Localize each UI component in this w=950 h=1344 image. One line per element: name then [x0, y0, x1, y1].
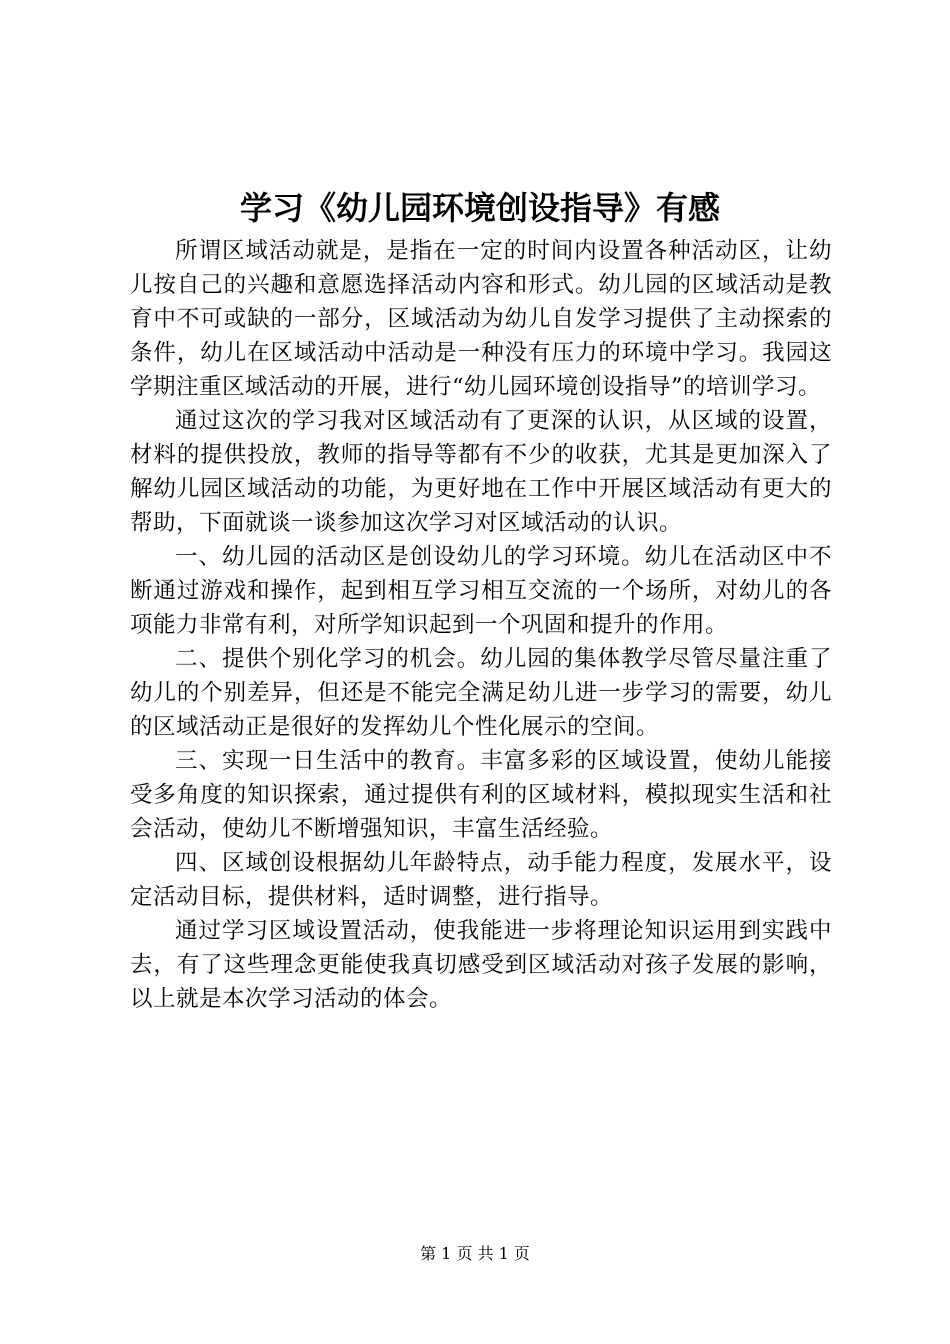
paragraph-point-three: 三、实现一日生活中的教育。丰富多彩的区域设置，使幼儿能接受多角度的知识探索，通过提供有利的区域材料，模拟现实生活和社会活动，使幼儿不断增强知识，丰富生活经验。 — [130, 748, 832, 842]
paragraph-point-four: 四、区域创设根据幼儿年龄特点，动手能力程度，发展水平，设定活动目标，提供材料，适时调整，进行指导。 — [130, 850, 832, 910]
paragraph-conclusion: 通过学习区域设置活动，使我能进一步将理论知识运用到实践中去，有了这些理念更能使我真切感受到区域活动对孩子发展的影响，以上就是本次学习活动的体会。 — [130, 918, 832, 1012]
paragraph-point-two: 二、提供个别化学习的机会。幼儿园的集体教学尽管尽量注重了幼儿的个别差异，但还是不能完全满足幼儿进一步学习的需要，幼儿的区域活动正是很好的发挥幼儿个性化展示的空间。 — [130, 646, 832, 740]
paragraph-learning: 通过这次的学习我对区域活动有了更深的认识，从区域的设置，材料的提供投放，教师的指导等都有不少的收获，尤其是更加深入了解幼儿园区域活动的功能，为更好地在工作中开展区域活动有更大的帮助，下面就谈一谈参加这次学习对区域活动的认识。 — [130, 408, 832, 536]
paragraph-intro: 所谓区域活动就是，是指在一定的时间内设置各种活动区，让幼儿按自己的兴趣和意愿选择活动内容和形式。幼儿园的区域活动是教育中不可或缺的一部分，区域活动为幼儿自发学习提供了主动探索的条件，幼儿在区域活动中活动是一种没有压力的环境中学习。我园这学期注重区域活动的开展，进行“幼儿园环境创设指导”的培训学习。 — [130, 238, 832, 400]
page-footer: 第 1 页 共 1 页 — [420, 1244, 530, 1263]
document-title: 学习《幼儿园环境创设指导》有感 — [239, 189, 720, 227]
document-body — [130, 234, 832, 1016]
paragraph-point-one: 一、幼儿园的活动区是创设幼儿的学习环境。幼儿在活动区中不断通过游戏和操作，起到相互学习相互交流的一个场所，对幼儿的各项能力非常有利，对所学知识起到一个巩固和提升的作用。 — [130, 544, 832, 638]
